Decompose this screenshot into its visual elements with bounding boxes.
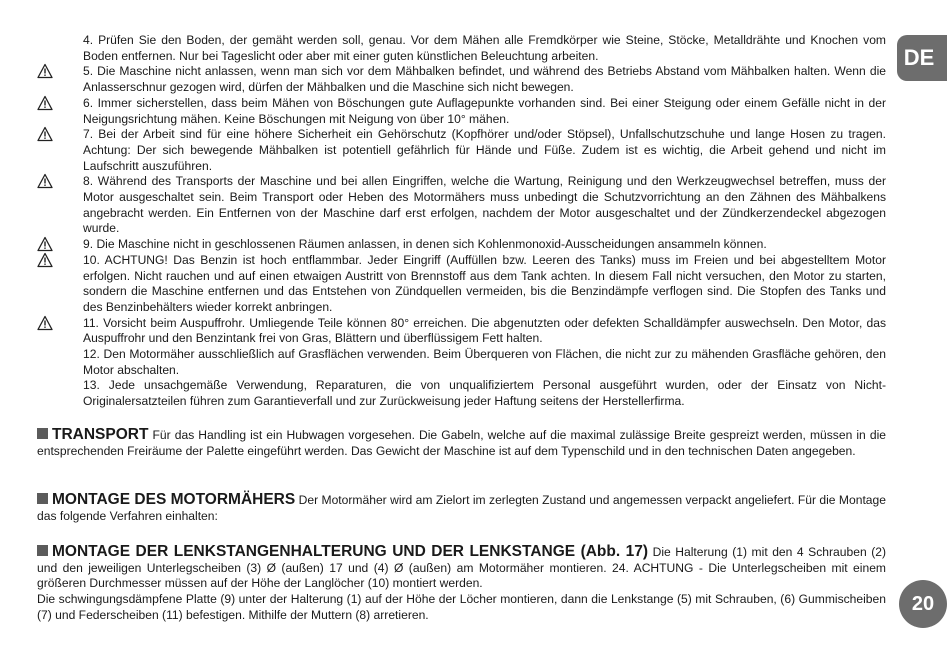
section-montage — [37, 492, 886, 524]
section-paragraph — [37, 544, 886, 592]
rule-10 — [83, 253, 886, 316]
section-bullet — [37, 545, 48, 556]
section-bullet — [37, 428, 48, 439]
rule-5 — [83, 64, 886, 95]
section-text: Für das Handling ist ein Hubwagen vorgesehen. Die Gabeln, welche auf die maximal zulässige Breite gespreizt werden, müssen in die entsprechenden Freiräume der Palette eingeführt werden. Das Gewicht der Maschine ist auf dem Typenschild und in den technischen Daten angegeben. — [37, 428, 886, 458]
rule-9 — [83, 237, 886, 253]
safety-rules-list — [83, 33, 886, 410]
warning-icon — [37, 126, 53, 142]
rule-12: 12. Den Motormäher ausschließlich auf Grasflächen verwenden. Beim Überqueren von Flächen, die nicht zur zu mähenden Grasfläche gehören, den Motor abschalten. — [83, 347, 886, 377]
section-heading: MONTAGE DES MOTORMÄHERS — [52, 491, 296, 508]
rule-text: 11. Vorsicht beim Auspuffrohr. Umliegende Teile können 80° erreichen. Die abgenutzten oder defekten Schalldämpfer auswechseln. Den Motor, das Auspuffrohr und den Benzintank frei von Gras, Blättern und überflüssigem Fett halten. — [83, 315, 886, 346]
rule-6 — [83, 96, 886, 127]
section-paragraph-2: Die schwingungsdämpfene Platte (9) unter der Halterung (1) auf der Höhe der Löcher montieren, dann die Lenkstange (5) mit Schrauben, (6) Gummischeiben (7) und Federscheiben (11) befestigen. Mithilfe der Muttern (8) arretieren. — [37, 592, 886, 622]
warning-icon — [37, 236, 53, 252]
rule-7 — [83, 127, 886, 174]
rule-4: 4. Prüfen Sie den Boden, der gemäht werden soll, genau. Vor dem Mähen alle Fremdkörper wie Steine, Stöcke, Metalldrähte und Knochen vom Boden entfernen. Nur bei Tageslicht oder aber mit einer guten künstlichen Beleuchtung arbeiten. — [83, 33, 886, 63]
section-transport — [37, 427, 886, 459]
section-bullet — [37, 493, 48, 504]
rule-text: 6. Immer sicherstellen, dass beim Mähen von Böschungen gute Auflagepunkte vorhanden sind. Bei einer Steigung oder einem Gefälle nicht in der Neigungsrichtung mähen. Keine Böschungen mit Neigung von über 10° mähen. — [83, 95, 886, 126]
warning-icon — [37, 252, 53, 268]
rule-13: 13. Jede unsachgemäße Verwendung, Reparaturen, die von unqualifiziertem Personal ausgeführt wurden, oder der Einsatz von Nicht-Originalersatzteilen führen zum Garantieverfall und zur Zurückweisung jeder Haftung seitens der Herstellerfirma. — [83, 378, 886, 409]
section-heading: TRANSPORT — [52, 426, 149, 443]
section-heading: MONTAGE DER LENKSTANGENHALTERUNG UND DER LENKSTANGE (Abb. 17) — [52, 543, 649, 560]
page-number: 20 — [899, 580, 947, 628]
rule-8 — [83, 174, 886, 237]
rule-text: 7. Bei der Arbeit sind für eine höhere Sicherheit ein Gehörschutz (Kopfhörer und/oder Stöpsel), Unfallschutzschuhe und lange Hosen zu tragen. Achtung: Der sich bewegende Mähbalken ist potentiell gefährlich für Hände und Füße. Zudem ist es wichtig, die Arbeit gehend und nicht im Laufschritt auszuführen. — [83, 127, 886, 173]
rule-11 — [83, 316, 886, 347]
warning-icon — [37, 173, 53, 189]
section-text: Die Halterung (1) mit den 4 Schrauben (2) und den jeweiligen Unterlegscheiben (3) Ø (außen) 17 und (4) Ø (außen) am Motormäher montieren. 24. ACHTUNG - Die Unterlegscheiben mit einem größeren Durchmesser müssen auf der Höhe der Langlöcher (10) montiert werden. — [37, 545, 886, 591]
warning-icon — [37, 315, 53, 331]
rule-text: 10. ACHTUNG! Das Benzin ist hoch entflammbar. Jeder Eingriff (Auffüllen bzw. Leeren des Tanks) muss im Freien und bei abgestelltem Motor erfolgen. Nicht rauchen und auf einen etwaigen Austritt von Brennstoff aus dem Tank achten. In diesem Fall nicht versuchen, den Motor zu starten, sondern die Maschine entfernen und das Entstehen von Zündquellen vermeiden, bis die Benzindämpfe verflogen sind. Die Stopfen des Tanks und des Benzinbehälters wieder korrekt anbringen. — [83, 252, 886, 314]
language-tab: DE — [897, 35, 947, 81]
section-lenkstange — [37, 544, 886, 624]
warning-icon — [37, 95, 53, 111]
rule-text: 8. Während des Transports der Maschine und bei allen Eingriffen, welche die Wartung, Reinigung und den Werkzeugwechsel betreffen, muss der Motor ausgeschaltet sein. Beim Transport oder Heben des Motormähers muss unbedingt die Schutzvorrichtung an den Zähnen des Mähbalkens angebracht werden. Ein Entfernen von der Maschine darf erst erfolgen, nachdem der Motor ausgeschaltet und der Zündkerzendeckel abgezogen wurde. — [83, 174, 886, 236]
warning-icon — [37, 63, 53, 79]
section-text: Der Motormäher wird am Zielort im zerlegten Zustand und angemessen verpackt angeliefert. Für die Montage das folgende Verfahren einhalten: — [37, 493, 886, 523]
rule-text: 9. Die Maschine nicht in geschlossenen Räumen anlassen, in denen sich Kohlenmonoxid-Ausscheidungen ansammeln können. — [83, 237, 767, 252]
rule-text: 5. Die Maschine nicht anlassen, wenn man sich vor dem Mähbalken befindet, und während des Betriebs Abstand vom Mähbalken halten. Wenn die Anlasserschnur gezogen wird, dürfen der Mähbalken und die Maschine sich nicht bewegen. — [83, 64, 886, 95]
